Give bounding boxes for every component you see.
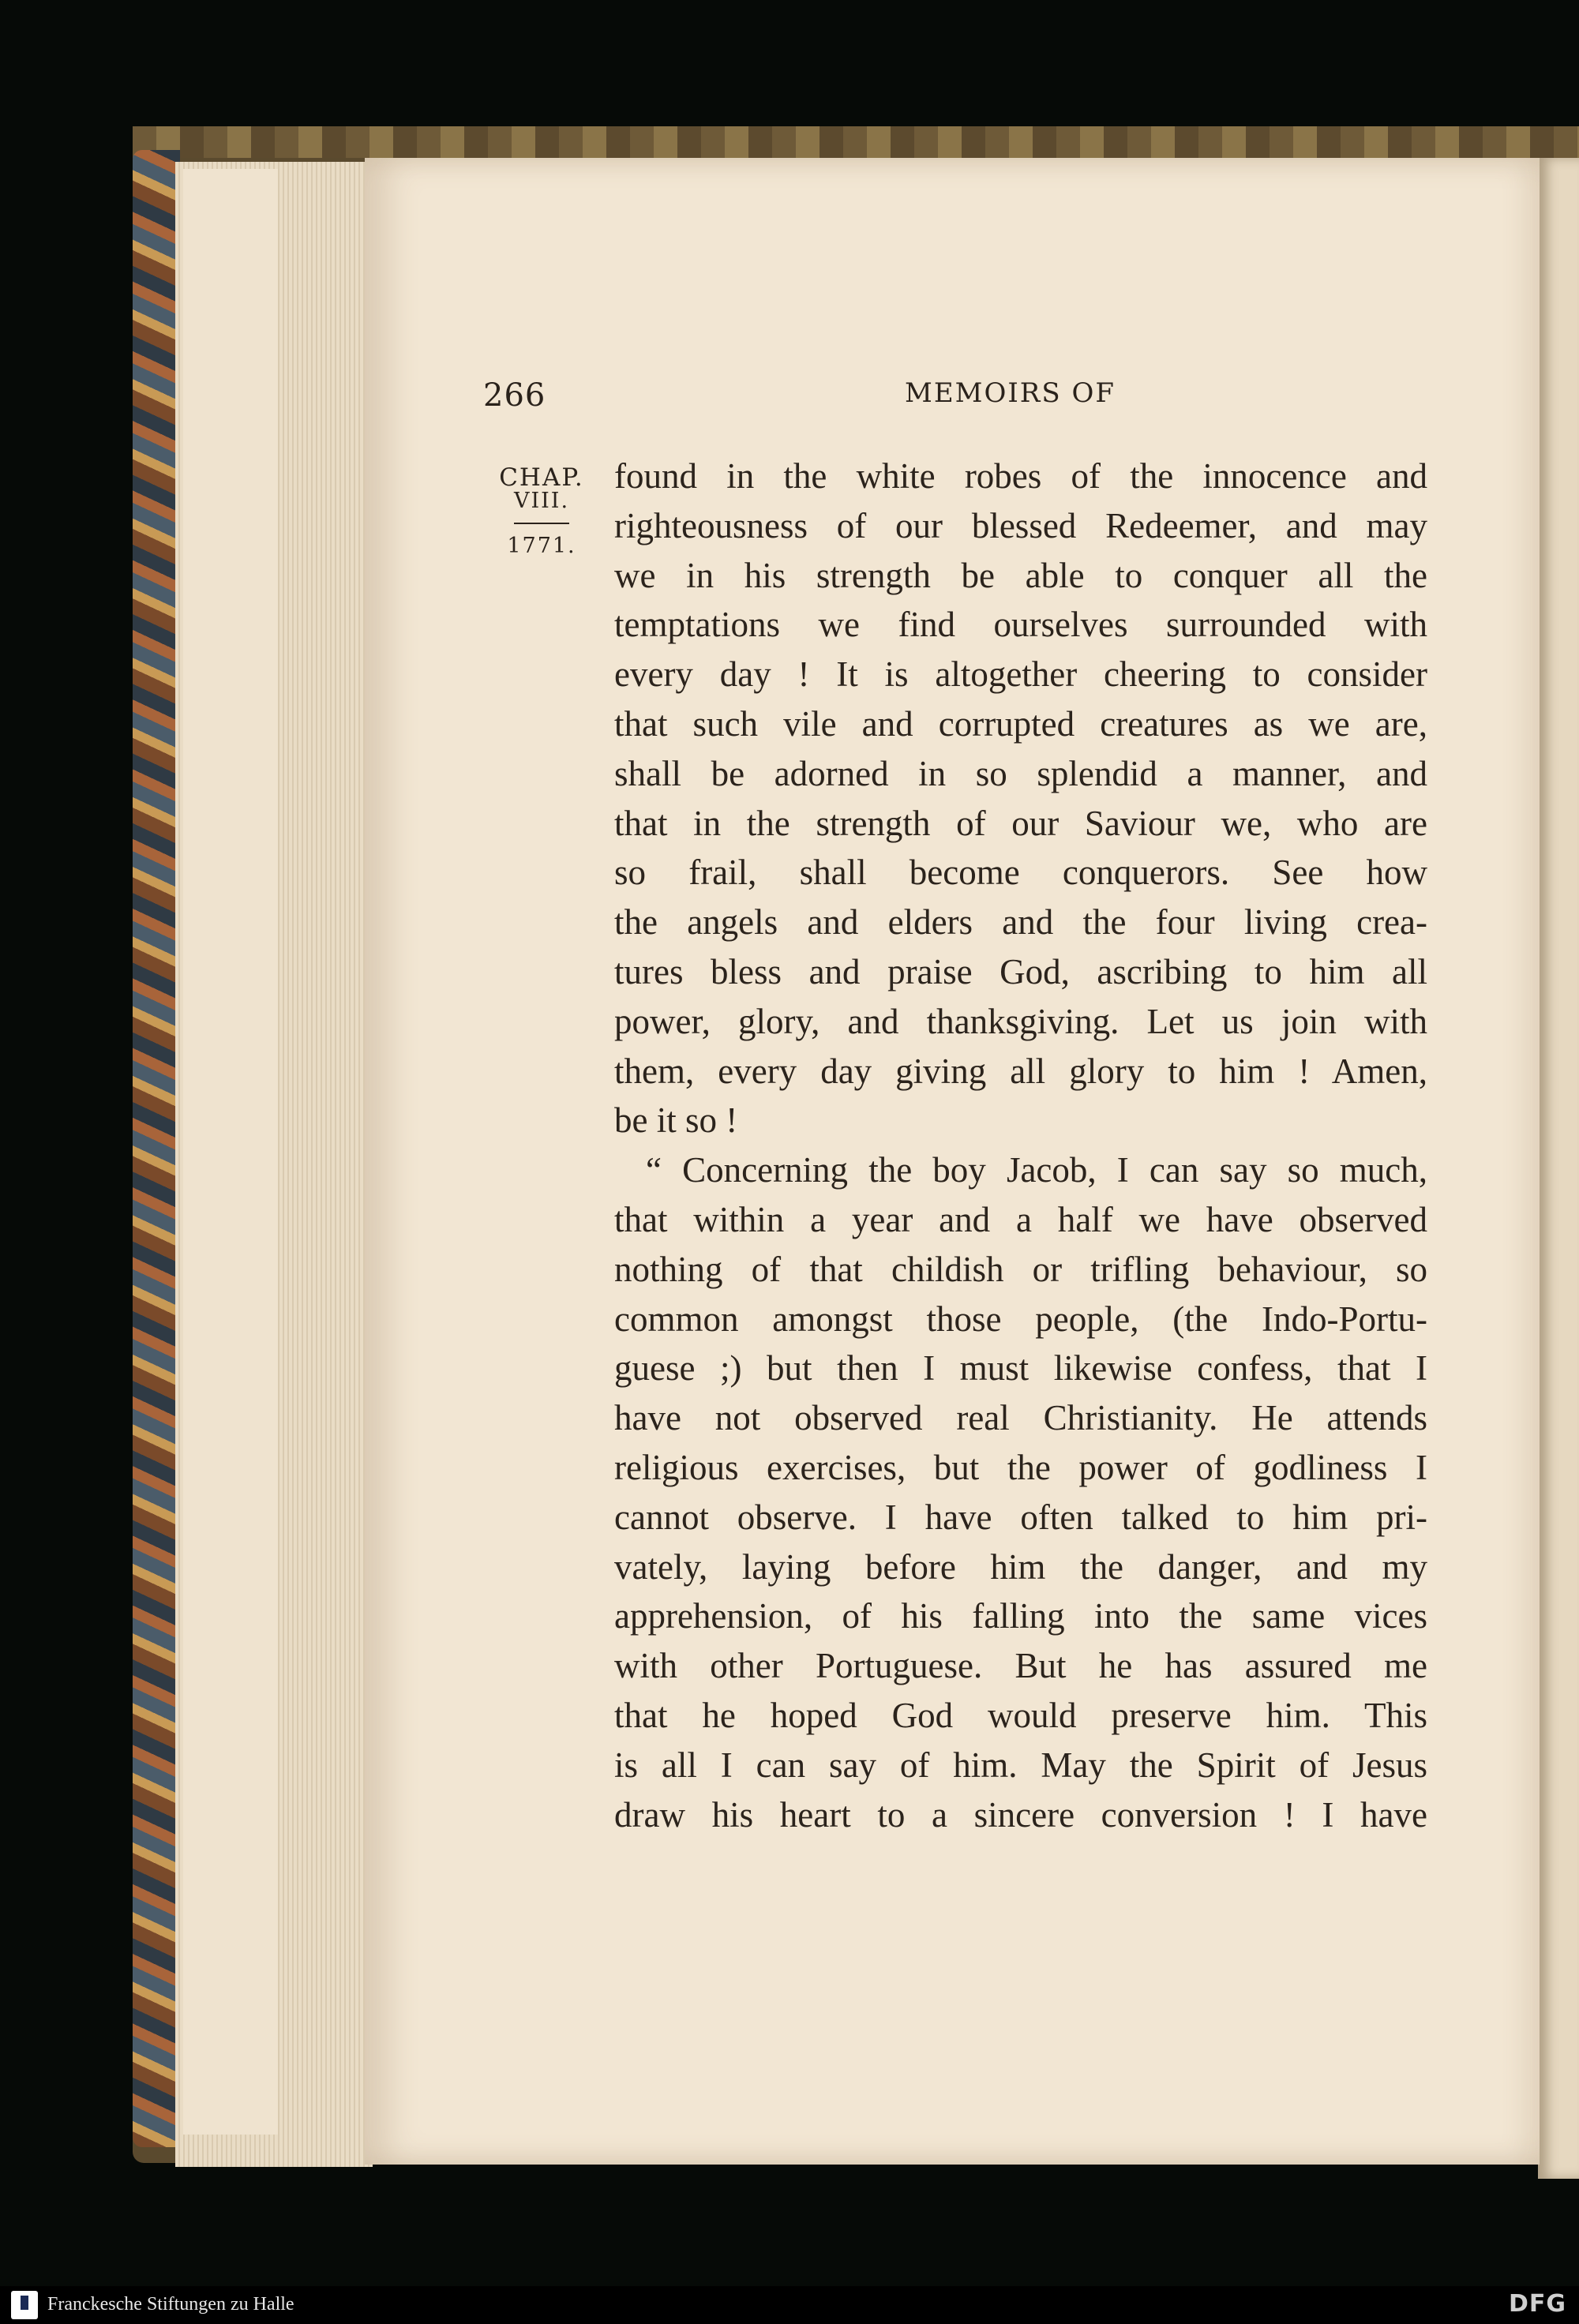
text-line: common amongst those people, (the Indo-Portu- bbox=[614, 1299, 1427, 1339]
text-line: nothing of that childish or trifling behaviour, so bbox=[614, 1249, 1427, 1289]
text-line: “ Concerning the boy Jacob, I can say so much, bbox=[646, 1150, 1427, 1190]
text-line: have not observed real Christianity. He attends bbox=[614, 1398, 1427, 1438]
margin-note bbox=[489, 464, 594, 558]
text-line: that he hoped God would preserve him. This bbox=[614, 1695, 1427, 1735]
margin-chap-label: CHAP. bbox=[499, 463, 584, 492]
body-text bbox=[614, 452, 1427, 1839]
text-line: righteousness of our blessed Redeemer, and may bbox=[614, 505, 1427, 545]
text-line: shall be adorned in so splendid a manner, and bbox=[614, 753, 1427, 793]
right-page-edge bbox=[1538, 158, 1579, 2179]
text-line: temptations we find ourselves surrounded with bbox=[614, 605, 1427, 645]
left-page-sliver bbox=[183, 169, 278, 2135]
cover-top-band bbox=[133, 126, 1579, 158]
margin-year: 1771. bbox=[507, 534, 576, 558]
text-line: we in his strength be able to conquer all the bbox=[614, 555, 1427, 595]
running-title: MEMOIRS OF bbox=[905, 377, 1116, 409]
text-line: that such vile and corrupted creatures as we are, bbox=[614, 703, 1427, 744]
text-line: guese ;) but then I must likewise confess, that I bbox=[614, 1348, 1427, 1389]
text-line: the angels and elders and the four living crea- bbox=[614, 902, 1427, 943]
dfg-logo: DFG bbox=[1508, 2290, 1566, 2318]
text-line: that within a year and a half we have observed bbox=[614, 1199, 1427, 1239]
text-line: draw his heart to a sincere conversion ! I have bbox=[614, 1794, 1427, 1835]
text-line: vately, laying before him the danger, and my bbox=[614, 1546, 1427, 1587]
margin-rule bbox=[514, 523, 569, 524]
text-line: found in the white robes of the innocence and bbox=[614, 456, 1427, 496]
text-line: every day ! It is altogether cheering to consider bbox=[614, 654, 1427, 695]
text-line: tures bless and praise God, ascribing to him all bbox=[614, 951, 1427, 991]
text-line: is all I can say of him. May the Spirit of Jesus bbox=[614, 1745, 1427, 1785]
marbled-edge bbox=[133, 150, 180, 2147]
institution-logo-icon bbox=[11, 2291, 38, 2319]
page-number: 266 bbox=[483, 377, 546, 414]
text-line: cannot observe. I have often talked to him pri- bbox=[614, 1497, 1427, 1537]
footer-institution: Franckesche Stiftungen zu Halle bbox=[47, 2294, 294, 2315]
text-line: with other Portuguese. But he has assured me bbox=[614, 1646, 1427, 1686]
text-line: power, glory, and thanksgiving. Let us join with bbox=[614, 1001, 1427, 1041]
text-line: apprehension, of his falling into the same vices bbox=[614, 1596, 1427, 1636]
text-line: religious exercises, but the power of godliness I bbox=[614, 1447, 1427, 1487]
text-line: them, every day giving all glory to him ! Amen, bbox=[614, 1051, 1427, 1091]
text-line: so frail, shall become conquerors. See how bbox=[614, 853, 1427, 893]
margin-chapter-number: VIII. bbox=[513, 489, 570, 513]
text-line: be it so ! bbox=[614, 1100, 738, 1141]
text-line: that in the strength of our Saviour we, who are bbox=[614, 803, 1427, 843]
